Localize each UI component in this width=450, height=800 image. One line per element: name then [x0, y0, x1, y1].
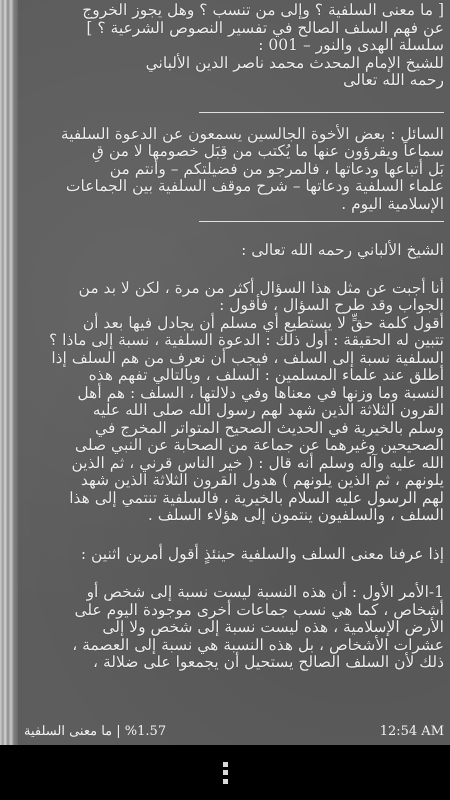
speaker-heading: الشيخ الألباني رحمه الله تعالى : [241, 241, 444, 259]
first-point-paragraph: 1-الأمر الأول : أن هذه النسبة ليست نسبة إلى شخص أو أشخاص ، كما هي نسب جماعات أخرى موجودة اليوم على الأرض الإسلامية ، هذه ليست نسبة إلى شخص ولا إلى عشرات الأشخاص ، بل هذه النسبة هي نسبة إلى العصمة ، ذلك لأن السلف الصالح يستحيل أن يجمعوا على ضلالة ، [72, 583, 444, 671]
overflow-menu-icon[interactable] [220, 762, 230, 784]
answer-paragraph: أنا أجبت عن مثل هذا السؤال أكثر من مرة ، لكن لا بد من الجواب وقد طرح السؤال ، فأقول : أقول كلمة حقٍّ لا يستطيع أي مسلم أن يجادل فيها بعد أن تتبين له الحقيقة : أول ذلك : الدعوة السلفية ، نسبة إلى ماذا ؟ السلفية نسبة إلى السلف ، فيجب أن نعرف من هم السلف إذا أطلق عند علماء المسلمين : السلف ، وبالتالي تفهم هذه النسبة وما وزنها في معناها وفي دلالتها ، السلف : هم أهل القرون الثلاثة الذين شهد لهم رسول الله صلى الله عليه وسلم بالخيرية في الحديث الصحيح المتواتر المخرج في الصحيحين وغيرهما عن جماعة من الصحابة عن النبي صلى الله عليه وآله وسلم أنه قال : ( خير الناس قرني ، ثم الذين يلونهم ، ثم الذين يلونهم ) هدول القرون الثلاثة الذين شهد لهم الرسول عليه السلام بالخيرية ، فالسلفية تنتمي إلى هذا السلف ، والسلفيون ينتمون إلى هؤلاء السلف . [48, 278, 444, 524]
question-paragraph: السائل : بعض الأخوة الجالسين يسمعون عن الدعوة السلفية سماعاً ويقرؤون عنها ما يُكتب من قِبَل خصومها لا من قِ بَل أتباعها ودعاتها ، فالمرجو من فضيلتكم – وأنتم من علماء السلفية ودعاتها – شرح موقف السلفية بين الجماعات الإسلامية اليوم . [60, 124, 444, 213]
reader-status-bar [18, 718, 450, 745]
status-separator: | [116, 724, 121, 739]
navigation-bar [0, 745, 450, 800]
title-paragraph: [ ما معنى السلفية ؟ وإلى من تنسب ؟ وهل يجوز الخروج عن فهم السلف الصالح في تفسير النصوص الشرعية ؟ ] سلسلة الهدى والنور – 001 : للشيخ الإمام المحدث محمد ناصر الدين الألباني رحمه الله تعالى [82, 1, 444, 89]
book-info [24, 724, 166, 739]
reading-progress: %1.57 [124, 724, 167, 739]
summary-paragraph: إذا عرفنا معنى السلف والسلفية حينئذٍ أقول أمرين اثنين : [80, 544, 444, 563]
page-stack-edge [0, 0, 18, 745]
divider [199, 112, 444, 113]
reader-content[interactable] [20, 0, 444, 672]
book-title: ما معنى السلفية [24, 724, 113, 739]
divider [199, 221, 444, 222]
clock: 12:54 AM [379, 724, 444, 739]
